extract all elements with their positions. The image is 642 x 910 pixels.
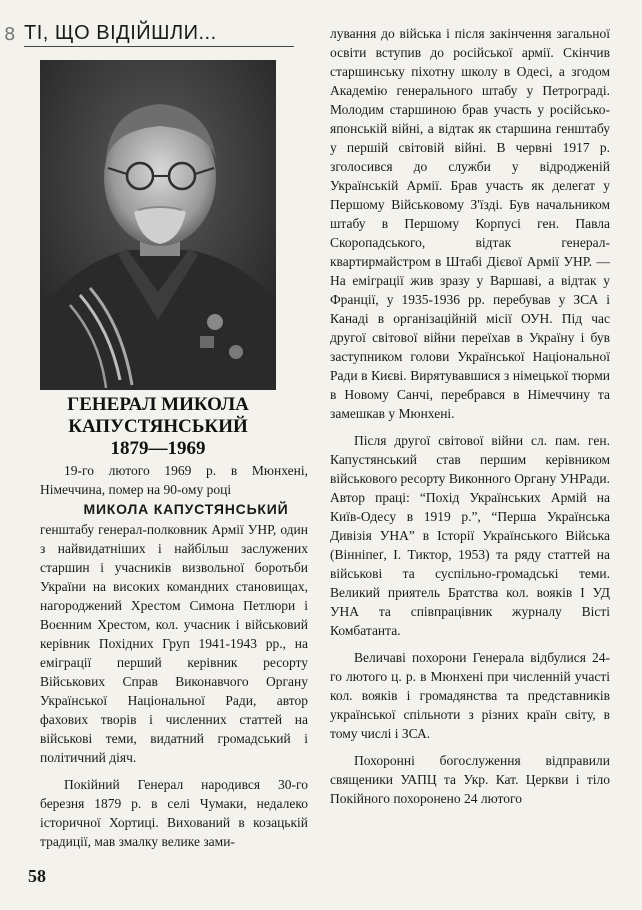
deceased-name: МИКОЛА КАПУСТЯНСЬКИЙ bbox=[83, 501, 289, 517]
right-column bbox=[330, 24, 610, 808]
caption-line-1: ГЕНЕРАЛ МИКОЛА bbox=[67, 394, 249, 415]
header-rule bbox=[24, 46, 294, 47]
obituary-intro bbox=[40, 461, 308, 767]
biography-continued: лування до війська і після закінчення загальної освіти вступив до російської армії. Скінчив старшинську піхотну школу в Одесі, а згодом Академію генерального штабу у Петрограді. Молодим старшиною брав участь у російсько-японській війні, а відтак як старшина генштабу у першій світовій війні. В червні 1917 р. зголосився до служби у відродженій Українській Армії. Брав участь як делегат у Першому Військовому З'їзді. Був начальником штабу в Першому Корпусі ген. Павла Скоропадського, відтак генерал-квартирмайстром в Штабі Дієвої Армії УНР. — На еміграції жив зразу у Варшаві, а відтак у Франції, у 1935-1936 рр. перебував у ЗСА і Канаді в організаційній місії ОУН. Під час другої світової війни переїхав в Україну і був заступником голови Української Національної Ради в Києві. Вирятувавшися з німецької тюрми в Новому Санчі, перебрався в Німеччину та замешкав у Мюнхені. bbox=[330, 26, 610, 421]
caption-line-2: КАПУСТЯНСЬКИЙ bbox=[68, 416, 248, 437]
biography-paragraph-1: Покійний Генерал народився 30-го березня 1879 р. в селі Чумаки, недалеко історичної Хортиці. Вихований в козацькій традиції, мав змалку велике зами- bbox=[40, 777, 308, 849]
handwritten-page-mark: 8 bbox=[4, 24, 16, 45]
postwar-paragraph: Після другої світової війни сл. пам. ген. Капустянський став першим керівником військового ресорту Виконного Органу УНРади. Автор праці: “Похід Українських Армій на Київ-Одесу в 1919 р.”, “Перша Українська Дивізія УНА” в Історії Українського Війська (Вінніпеґ, І. Тиктор, 1953) та ряду статтей на військові та суспільно-громадські теми. Великий приятель Братства кол. вояків І УД УНА та співпрацівник журналу Вісті Комбатанта. bbox=[330, 433, 610, 638]
intro-text: 19-го лютого 1969 р. в Мюнхені, Німеччина, помер на 90-ому році bbox=[40, 463, 308, 497]
services-paragraph: Похоронні богослуження відправили священики УАПЦ та Укр. Кат. Церкви і тіло Покійного похоронено 24 лютого bbox=[330, 753, 610, 806]
portrait-image bbox=[40, 60, 276, 390]
funeral-paragraph: Величаві похорони Генерала відбулися 24-го лютого ц. р. в Мюнхені при численній участі кол. вояків і громадянства та представників української спільноти з різних країн світу, в тому числі і ЗСА. bbox=[330, 650, 610, 741]
intro-rest: генштабу генерал-полковник Армії УНР, один з найвидатніших і найбільш заслужених старшин і учасників визвольної боротьби України на високих командних становищах, нагороджений Хрестом Симона Петлюри і Воєнним Хрестом, кол. учасник і військовий керівник Похідних Груп 1941-1943 рр., на еміграції перший керівник ресорту Військових Справ Виконавчого Органу Української Національної Ради, автор фахових творів і численних статтей на військові теми, видатний громадський і політичний діяч. bbox=[40, 522, 308, 765]
caption-years: 1879—1969 bbox=[110, 438, 206, 459]
portrait-photo bbox=[40, 60, 276, 390]
portrait-caption bbox=[40, 394, 276, 460]
page-number: 58 bbox=[28, 866, 46, 886]
running-head: ТІ, ЩО ВІДІЙШЛИ... bbox=[24, 22, 217, 44]
left-column bbox=[40, 461, 308, 851]
